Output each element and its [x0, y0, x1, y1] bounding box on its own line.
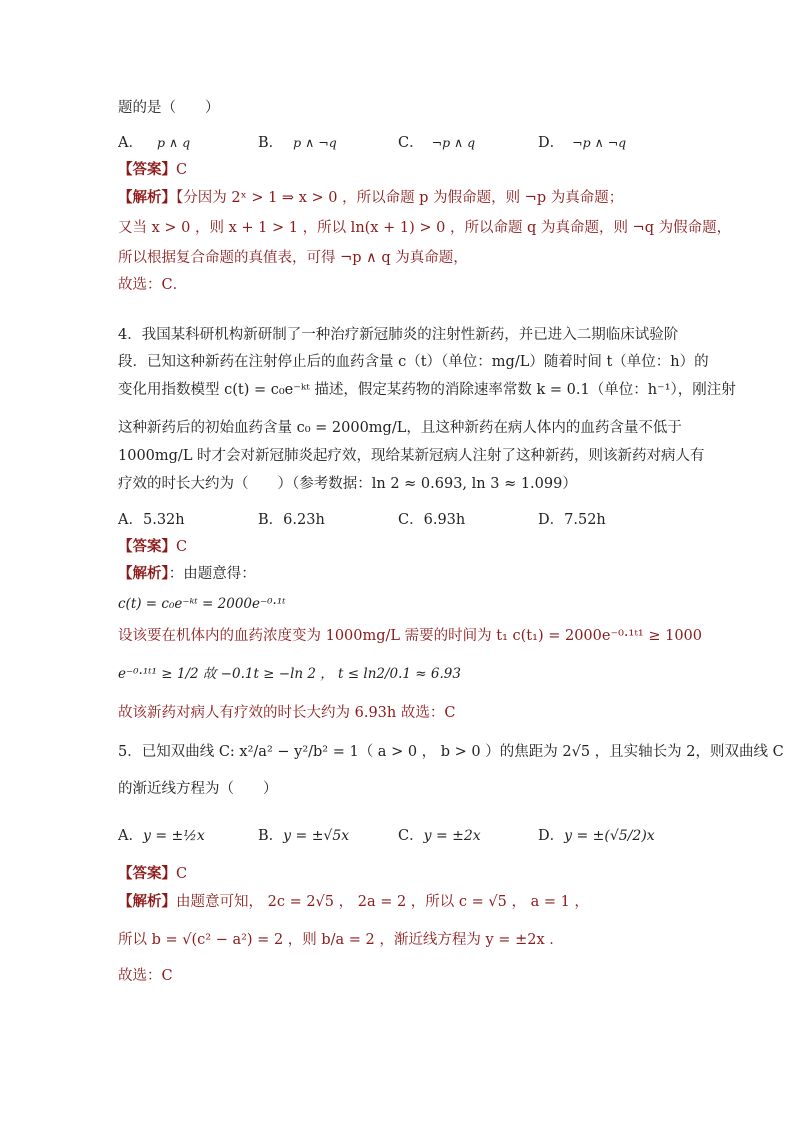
- q4-option-b: B．6.23h: [258, 512, 325, 528]
- q5-option-a: A．y = ±½x: [118, 828, 205, 844]
- q3-option-c: C． ¬p ∧ q: [398, 135, 476, 151]
- q4-analysis-line-4: 故该新药对病人有疗效的时长大约为 6.93h 故选：C: [118, 705, 456, 721]
- q5-option-d: D．y = ±(√5/2)x: [538, 828, 655, 844]
- q4-analysis-line-3: e⁻⁰·¹ᵗ¹ ≥ 1/2 故 −0.1t ≥ −ln 2 ， t ≤ ln2/0.1 ≈ 6.93: [118, 666, 461, 682]
- q3-stem-tail: 题的是（ ）: [118, 100, 220, 116]
- q3-answer: 【答案】C: [118, 161, 188, 178]
- q4-answer: 【答案】C: [118, 538, 188, 555]
- q3-analysis-line-2: 又当 x > 0 ，则 x + 1 > 1 ，所以 ln(x + 1) > 0 ，所以命题 q 为真命题，则 ¬q 为假命题，: [118, 220, 732, 236]
- q5-option-b: B．y = ±√5x: [258, 828, 350, 844]
- q3-analysis-line-1: 【解析】【分因为 2ˣ > 1 ⇒ x > 0 ，所以命题 p 为假命题，则 ¬p 为真命题；: [118, 189, 624, 206]
- q4-stem-line-6: 疗效的时长大约为（ ）（参考数据：ln 2 ≈ 0.693, ln 3 ≈ 1.099）: [118, 476, 577, 492]
- q3-option-a: A． p ∧ q: [118, 135, 191, 151]
- q4-stem-line-4: 这种新药后的初始血药含量 c₀ = 2000mg/L，且这种新药在病人体内的血药含量不低于: [118, 420, 682, 436]
- q3-option-b: B． p ∧ ¬q: [258, 135, 337, 151]
- q4-stem-line-5: 1000mg/L 时才会对新冠肺炎起疗效，现给某新冠病人注射了这种新药，则该新药对病人有: [118, 448, 705, 464]
- q4-stem-line-3: 变化用指数模型 c(t) = c₀e⁻ᵏᵗ 描述，假定某药物的消除速率常数 k = 0.1（单位：h⁻¹），刚注射: [118, 382, 736, 398]
- q5-option-c: C．y = ±2x: [398, 828, 481, 844]
- q5-analysis-line-3: 故选：C: [118, 968, 173, 984]
- q5-analysis-line-1: 【解析】由题意可知， 2c = 2√5 ， 2a = 2 ，所以 c = √5 ， a = 1 ，: [118, 893, 589, 910]
- q4-analysis-head: 【解析】：由题意得：: [118, 565, 256, 582]
- q4-analysis-line-1: c(t) = c₀e⁻ᵏᵗ = 2000e⁻⁰·¹ᵗ: [118, 596, 286, 612]
- q4-stem-line-1: 4．我国某科研机构新研制了一种治疗新冠肺炎的注射性新药，并已进入二期临床试验阶: [118, 327, 679, 343]
- q5-answer: 【答案】C: [118, 865, 188, 882]
- q4-option-d: D．7.52h: [538, 512, 606, 528]
- q3-analysis-line-3: 所以根据复合命题的真值表，可得 ¬p ∧ q 为真命题，: [118, 250, 468, 266]
- q4-stem-line-2: 段．已知这种新药在注射停止后的血药含量 c（t）（单位：mg/L）随着时间 t（单位：h）的: [118, 354, 709, 370]
- q5-analysis-line-2: 所以 b = √(c² − a²) = 2 ，则 b/a = 2 ，渐近线方程为 y = ±2x ．: [118, 932, 564, 948]
- q3-option-d: D． ¬p ∧ ¬q: [538, 135, 627, 151]
- q5-stem-line-1: 5．已知双曲线 C: x²/a² − y²/b² = 1（ a > 0 ， b > 0 ）的焦距为 2√5 ，且实轴长为 2，则双曲线 C: [118, 744, 784, 760]
- q3-analysis-line-4: 故选：C．: [118, 277, 188, 293]
- q4-option-c: C．6.93h: [398, 512, 466, 528]
- q4-analysis-line-2: 设该要在机体内的血药浓度变为 1000mg/L 需要的时间为 t₁ c(t₁) = 2000e⁻⁰·¹ᵗ¹ ≥ 1000: [118, 628, 702, 644]
- q5-stem-line-2: 的渐近线方程为（ ）: [118, 781, 278, 797]
- q4-option-a: A．5.32h: [118, 512, 185, 528]
